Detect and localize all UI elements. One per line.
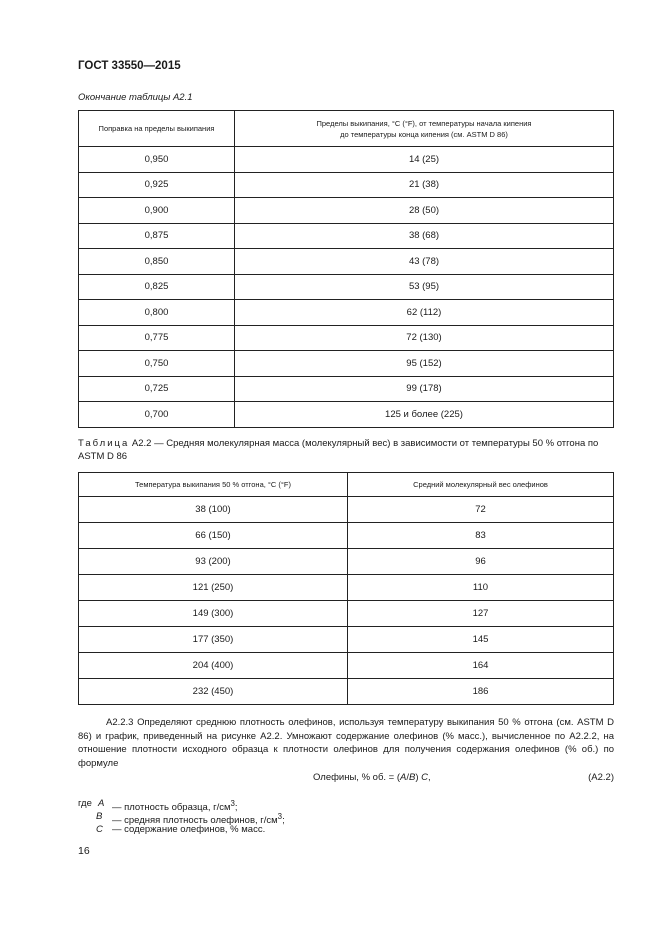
table-row [79,300,614,326]
table-cell: 0,750 [79,351,235,377]
table-cell: 186 [348,679,614,705]
table-row [79,601,614,627]
table-cell: 99 (178) [235,376,614,402]
table-cell: 21 (38) [235,172,614,198]
table-cell: 0,725 [79,376,235,402]
table-cell: 164 [348,653,614,679]
table-cell: 14 (25) [235,147,614,173]
table-row [79,147,614,173]
definition-tail: ; [234,802,238,814]
table-cell: 121 (250) [79,575,348,601]
table-row [79,274,614,300]
table-cell: 38 (68) [235,223,614,249]
table-row [79,653,614,679]
table-cell: 96 [348,549,614,575]
table-row [79,325,614,351]
table-row [79,351,614,377]
table-row [79,223,614,249]
table-cell: 125 и более (225) [235,402,614,428]
table-row [79,679,614,705]
table1-col2-header-line2: до температуры конца кипения (см. ASTM D 86) [340,129,508,139]
boiling-range-correction-table [78,110,614,428]
table-cell: 149 (300) [79,601,348,627]
formula-number: (А2.2) [588,772,614,783]
definition-text-main: — содержание олефинов, % масс. [112,824,266,835]
table-cell: 53 (95) [235,274,614,300]
document-header: ГОСТ 33550—2015 [78,60,181,72]
table-row [79,402,614,428]
table-cell: 0,900 [79,198,235,224]
table-cell: 0,700 [79,402,235,428]
table-header-row [79,473,614,497]
table-row [79,376,614,402]
table-row [79,249,614,275]
table2-caption-text: А2.2 — Средняя молекулярная масса (молекулярный вес) в зависимости от температуры 50 % отгона по ASTM D 86 [78,438,599,462]
definition-sup: 3 [277,812,283,821]
table-cell: 0,950 [79,147,235,173]
table-cell: 0,825 [79,274,235,300]
table-row [79,627,614,653]
formula-suffix: , [428,772,431,783]
table2-caption [78,437,614,463]
table-row [79,172,614,198]
definition-sup: 3 [230,799,235,808]
definition-text-main: — средняя плотность олефинов, г/см [112,815,278,827]
definition-text-main: — плотность образца, г/см [112,802,231,814]
formula-var-a: A [400,772,407,783]
table-cell: 0,875 [79,223,235,249]
table-row [79,523,614,549]
table-cell: 62 (112) [235,300,614,326]
table-cell: 204 (400) [79,653,348,679]
table-cell: 0,925 [79,172,235,198]
table1-caption: Окончание таблицы А2.1 [78,92,193,103]
table-cell: 83 [348,523,614,549]
table-cell: 93 (200) [79,549,348,575]
table-cell: 43 (78) [235,249,614,275]
table-header-row [79,111,614,147]
table-cell: 0,800 [79,300,235,326]
molecular-weight-table [78,472,614,705]
table-cell: 0,850 [79,249,235,275]
definition-symbol: C [96,824,103,835]
table1-col1-header: Поправка на пределы выкипания [79,111,235,147]
table-cell: 110 [348,575,614,601]
paragraph-a2-2-3: А2.2.3 Определяют среднюю плотность олефинов, используя температуру выкипания 50 % отгона (см. ASTM D 86) и график, приведенный на рисунке А2.2. Умножают содержание олефинов (% масс.), вычисленное по А2.2.2, на отношение плотности исходного образца к плотности олефинов для получения содержания олефинов (% об.) по формуле [78,717,614,769]
formula-var-b: B [409,772,416,783]
table-cell: 28 (50) [235,198,614,224]
formula-expression [313,772,431,783]
table-cell: 0,775 [79,325,235,351]
definition-symbol: A [98,798,105,809]
table-cell: 38 (100) [79,497,348,523]
table-cell: 127 [348,601,614,627]
formula-close: ) [415,772,422,783]
table1-col2-header-line1: Пределы выкипания, °С (°F), от температуры начала кипения [316,118,532,128]
table-cell: 232 (450) [79,679,348,705]
table-cell: 145 [348,627,614,653]
table-row [79,575,614,601]
table-cell: 72 (130) [235,325,614,351]
table-row [79,198,614,224]
definitions-where-label: где [78,798,92,809]
table2-col2-header: Средний молекулярный вес олефинов [348,473,614,497]
page-number: 16 [78,845,90,857]
table-cell: 66 (150) [79,523,348,549]
table-cell: 177 (350) [79,627,348,653]
formula-slash: / [406,772,410,783]
definition-text [112,823,265,836]
table1-col2-header [235,111,614,147]
definition-symbol: B [96,811,103,822]
table-row [79,497,614,523]
table-row [79,549,614,575]
formula-var-c: C [421,772,429,783]
table-cell: 95 (152) [235,351,614,377]
table-cell: 72 [348,497,614,523]
definition-tail: ; [282,815,285,827]
formula-prefix: Олефины, % об. = ( [313,772,401,783]
table2-col1-header: Температура выкипания 50 % отгона, °С (°F) [79,473,348,497]
table2-caption-label: Таблица [78,438,130,449]
